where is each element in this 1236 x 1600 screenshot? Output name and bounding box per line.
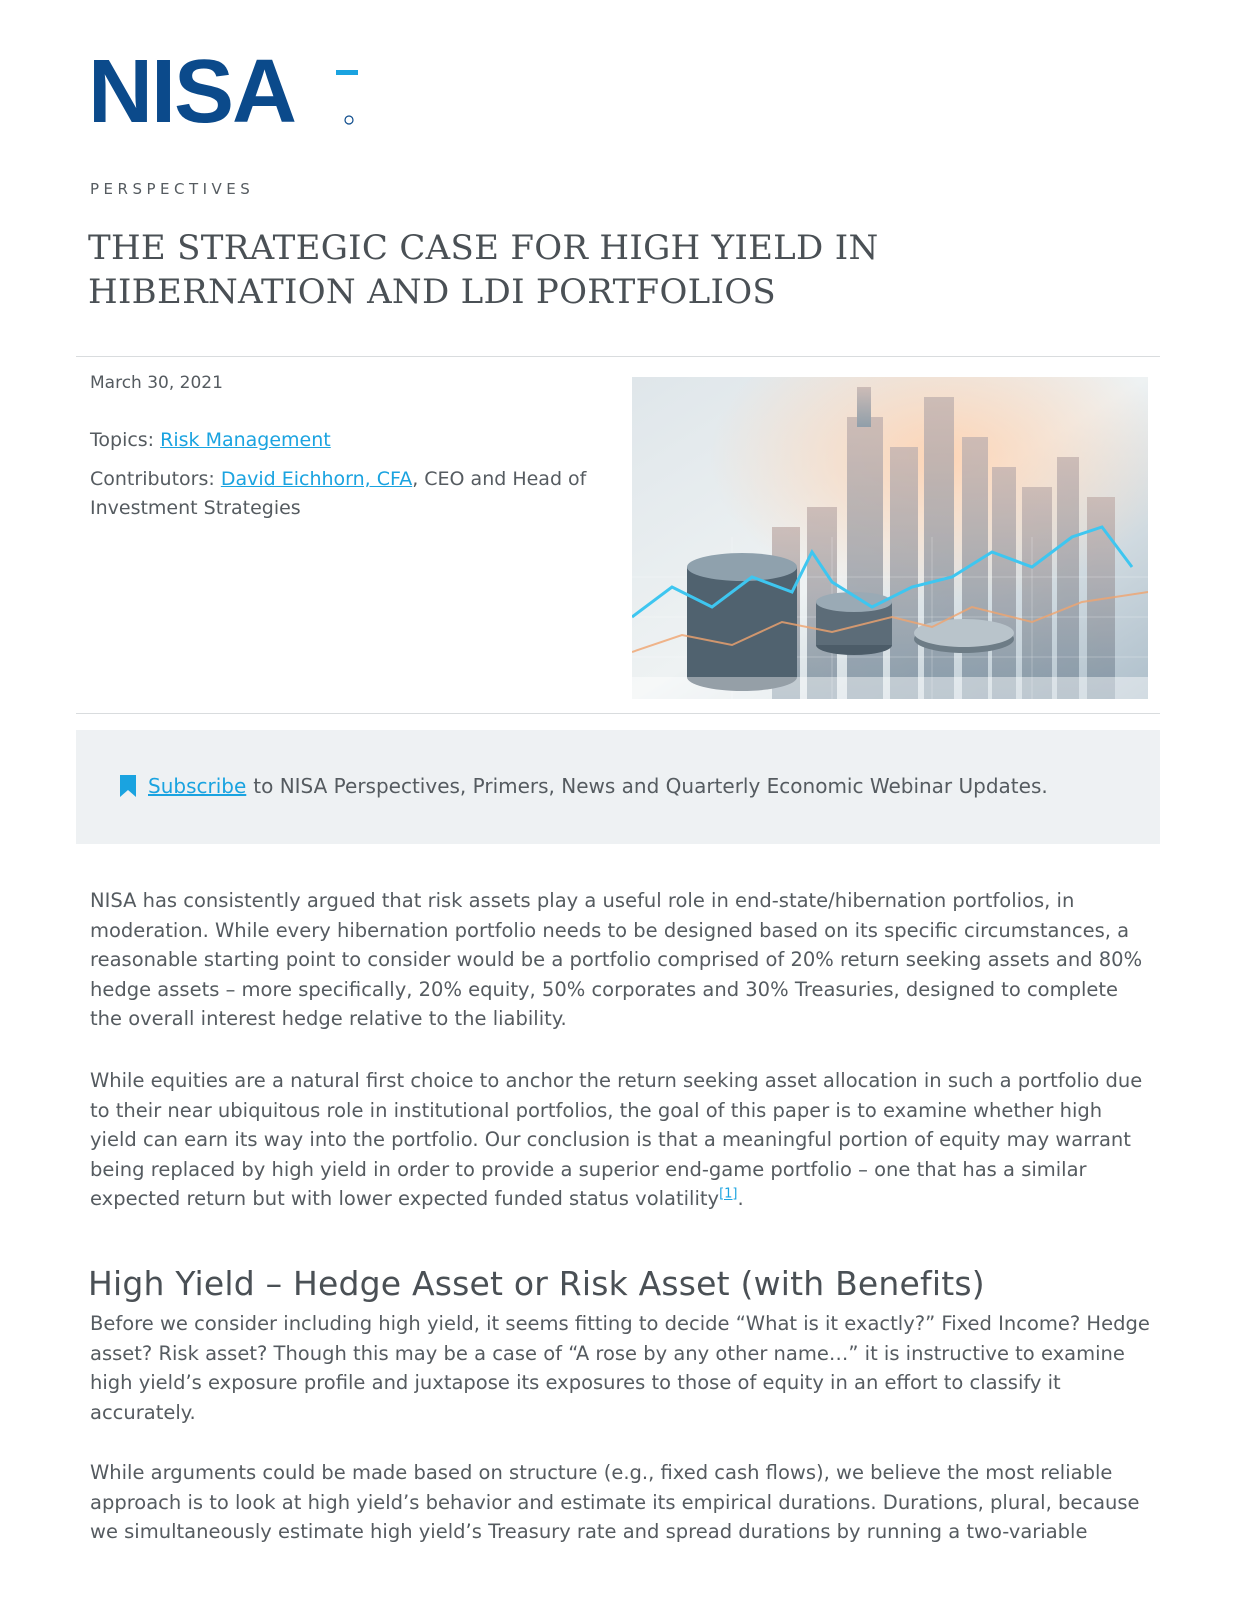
bookmark-icon	[120, 775, 136, 797]
logo-accent	[336, 70, 358, 75]
body-paragraph-4: While arguments could be made based on structure (e.g., fixed cash flows), we believe the most reliable approach is to look at high yield’s behavior and estimate its empirical durations. Durations, plural, because we simultaneously estimate high yield’s Treasury rate and spread durations by running a two-variable	[90, 1461, 1140, 1543]
logo-wordmark: NISA	[88, 50, 296, 130]
footnote-link-1[interactable]: [1]	[719, 1186, 738, 1202]
body-paragraph-2	[90, 1066, 1150, 1214]
topics-label: Topics:	[90, 429, 155, 451]
bottom-divider	[76, 713, 1160, 714]
contributor-role: , CEO and Head of Investment Strategies	[90, 468, 587, 519]
page-title: THE STRATEGIC CASE FOR HIGH YIELD IN HIBERNATION AND LDI PORTFOLIOS	[88, 228, 879, 312]
nisa-logo[interactable]	[88, 50, 368, 130]
top-divider	[76, 356, 1160, 357]
subscribe-line	[120, 774, 1048, 798]
subscribe-banner	[76, 730, 1160, 844]
registered-mark	[345, 116, 353, 124]
paragraph-2-end: .	[737, 1187, 744, 1210]
hero-image	[632, 377, 1148, 699]
topic-link-risk-management[interactable]: Risk Management	[160, 429, 331, 451]
subscribe-link[interactable]: Subscribe	[148, 774, 247, 798]
contributors-line	[90, 465, 610, 523]
body-paragraph-1: NISA has consistently argued that risk assets play a useful role in end-state/hibernation portfolios, in moderation. While every hibernation portfolio needs to be designed based on its specific circumstances, a reasonable starting point to consider would be a portfolio comprised of 20% return seeking assets and 80% hedge assets – more specifically, 20% equity, 50% corporates and 30% Treasuries, designed to complete the overall interest hedge relative to the liability.	[90, 889, 1143, 1030]
contributors-label: Contributors:	[90, 468, 215, 490]
publish-date: March 30, 2021	[90, 373, 223, 393]
subscribe-text: to NISA Perspectives, Primers, News and Quarterly Economic Webinar Updates.	[253, 774, 1048, 798]
contributor-link[interactable]: David Eichhorn, CFA	[220, 468, 413, 490]
body-paragraph-2-text: While equities are a natural first choice to anchor the return seeking asset allocation in such a portfolio due to their near ubiquitous role in institutional portfolios, the goal of this paper is to examine whether high yield can earn its way into the portfolio. Our conclusion is that a meaningful portion of equity may warrant being replaced by high yield in order to provide a superior end-game portfolio – one that has a similar expected return but with lower expected funded status volatility	[90, 1069, 1143, 1210]
body-paragraph-3: Before we consider including high yield, it seems fitting to decide “What is it exactly?” Fixed Income? Hedge asset? Risk asset? Though this may be a case of “A rose by any other name…” it is instructive to examine high yield’s exposure profile and juxtapose its exposures to those of equity in an effort to classify it accurately.	[90, 1312, 1150, 1424]
topics-line	[90, 426, 610, 455]
section-heading: High Yield – Hedge Asset or Risk Asset (with Benefits)	[88, 1264, 985, 1303]
section-kicker: PERSPECTIVES	[90, 180, 255, 198]
